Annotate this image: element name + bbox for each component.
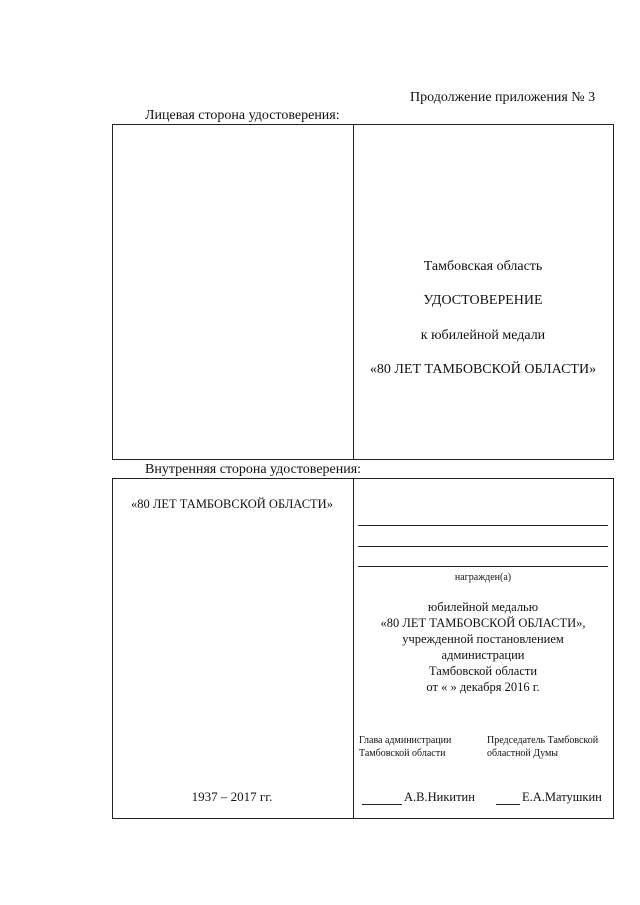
awarded-label: награжден(а) [454, 572, 512, 583]
front-medal-name: «80 ЛЕТ ТАМБОВСКОЙ ОБЛАСТИ» [369, 362, 597, 377]
award-text-line: учрежденной постановлением [402, 632, 564, 646]
award-text-line: администрации [441, 648, 525, 662]
front-side-panel [112, 124, 614, 460]
signature-line-left [362, 804, 402, 805]
signatory-left-name: А.В.Никитин [404, 790, 475, 804]
recipient-line-1 [358, 525, 608, 526]
inner-left-title: «80 ЛЕТ ТАМБОВСКОЙ ОБЛАСТИ» [131, 497, 333, 511]
signatory-right-line1: Председатель Тамбовской [487, 735, 599, 746]
recipient-line-3 [358, 566, 608, 567]
award-text-line: юбилейной медалью [427, 600, 539, 614]
signatory-right-title [487, 734, 598, 760]
continuation-header: Продолжение приложения № 3 [410, 90, 596, 105]
award-text-line: от « » декабря 2016 г. [426, 680, 540, 694]
recipient-line-2 [358, 546, 608, 547]
signatory-right-name: Е.А.Матушкин [522, 790, 602, 804]
front-to-medal: к юбилейной медали [420, 328, 546, 343]
front-doc-title: УДОСТОВЕРЕНИЕ [423, 293, 543, 308]
signatory-left-line2: Тамбовской области [359, 748, 446, 759]
front-divider [353, 125, 354, 459]
award-text-line: «80 ЛЕТ ТАМБОВСКОЙ ОБЛАСТИ», [380, 616, 586, 630]
front-region: Тамбовская область [423, 259, 543, 274]
signature-line-right [496, 804, 520, 805]
signatory-left-title [359, 734, 451, 760]
award-text-block [352, 599, 614, 695]
signatory-left-line1: Глава администрации [359, 735, 452, 746]
front-side-caption: Лицевая сторона удостоверения: [145, 108, 340, 123]
inner-years: 1937 – 2017 гг. [191, 789, 273, 804]
signatory-right-line2: областной Думы [487, 748, 559, 759]
award-text-line: Тамбовской области [428, 664, 538, 678]
inner-side-caption: Внутренняя сторона удостоверения: [145, 462, 362, 477]
